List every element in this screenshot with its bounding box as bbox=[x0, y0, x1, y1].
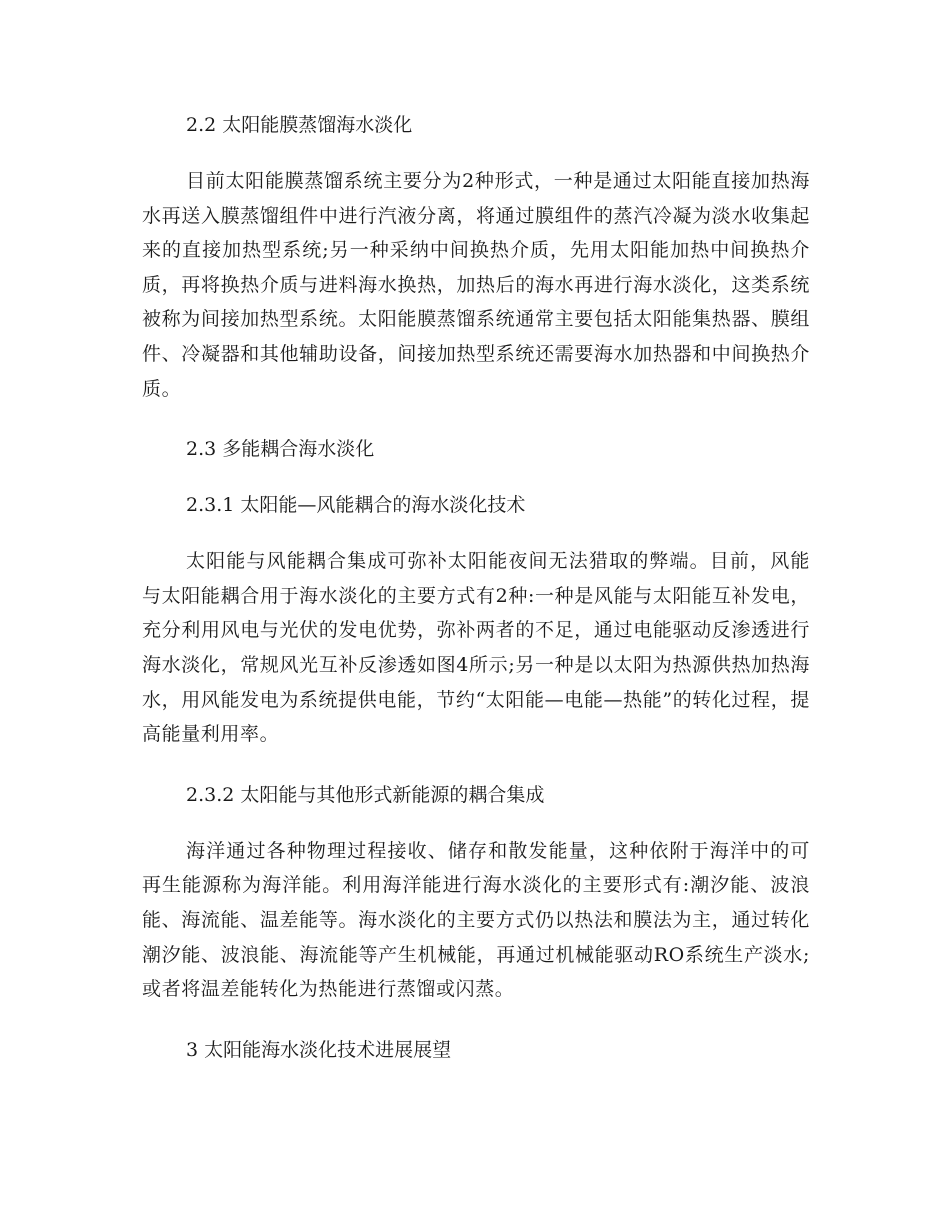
section-paragraph-2-3-1: 太阳能与风能耦合集成可弥补太阳能夜间无法猎取的弊端。目前，风能与太阳能耦合用于海水淡化的主要方式有2种:一种是风能与太阳能互补发电，充分利用风电与光伏的发电优势，弥补两者的不足，通过电能驱动反渗透进行海水淡化，常规风光互补反渗透如图4所示;另一种是以太阳为热源供热加热海水，用风能发电为系统提供电能，节约“太阳能—电能—热能”的转化过程，提高能量利用率。 bbox=[142, 550, 810, 746]
section-heading-2-3: 2.3 多能耦合海水淡化 bbox=[186, 438, 375, 461]
section-heading-2-3-1: 2.3.1 太阳能—风能耦合的海水淡化技术 bbox=[186, 494, 526, 517]
section-heading-2-2: 2.2 太阳能膜蒸馏海水淡化 bbox=[186, 114, 413, 136]
section-paragraph-2-2: 目前太阳能膜蒸馏系统主要分为2种形式，一种是通过太阳能直接加热海水再送入膜蒸馏组件中进行汽液分离，将通过膜组件的蒸汽冷凝为淡水收集起来的直接加热型系统;另一种采纳中间换热介质，先用太阳能加热中间换热介质，再将换热介质与进料海水换热，加热后的海水再进行海水淡化，这类系统被称为间接加热型系统。太阳能膜蒸馏系统通常主要包括太阳能集热器、膜组件、冷凝器和其他辅助设备，间接加热型系统还需要海水加热器和中间换热介质。 bbox=[142, 170, 810, 400]
section-heading-2-3-2: 2.3.2 太阳能与其他形式新能源的耦合集成 bbox=[186, 783, 545, 806]
section-paragraph-2-3-2: 海洋通过各种物理过程接收、储存和散发能量，这种依附于海洋中的可再生能源称为海洋能。利用海洋能进行海水淡化的主要形式有:潮汐能、波浪能、海流能、温差能等。海水淡化的主要方式仍以热法和膜法为主，通过转化潮汐能、波浪能、海流能等产生机械能，再通过机械能驱动RO系统生产淡水;或者将温差能转化为热能进行蒸馏或闪蒸。 bbox=[142, 839, 810, 1001]
section-heading-3: 3 太阳能海水淡化技术进展展望 bbox=[186, 1038, 452, 1061]
document-page bbox=[142, 108, 810, 1067]
